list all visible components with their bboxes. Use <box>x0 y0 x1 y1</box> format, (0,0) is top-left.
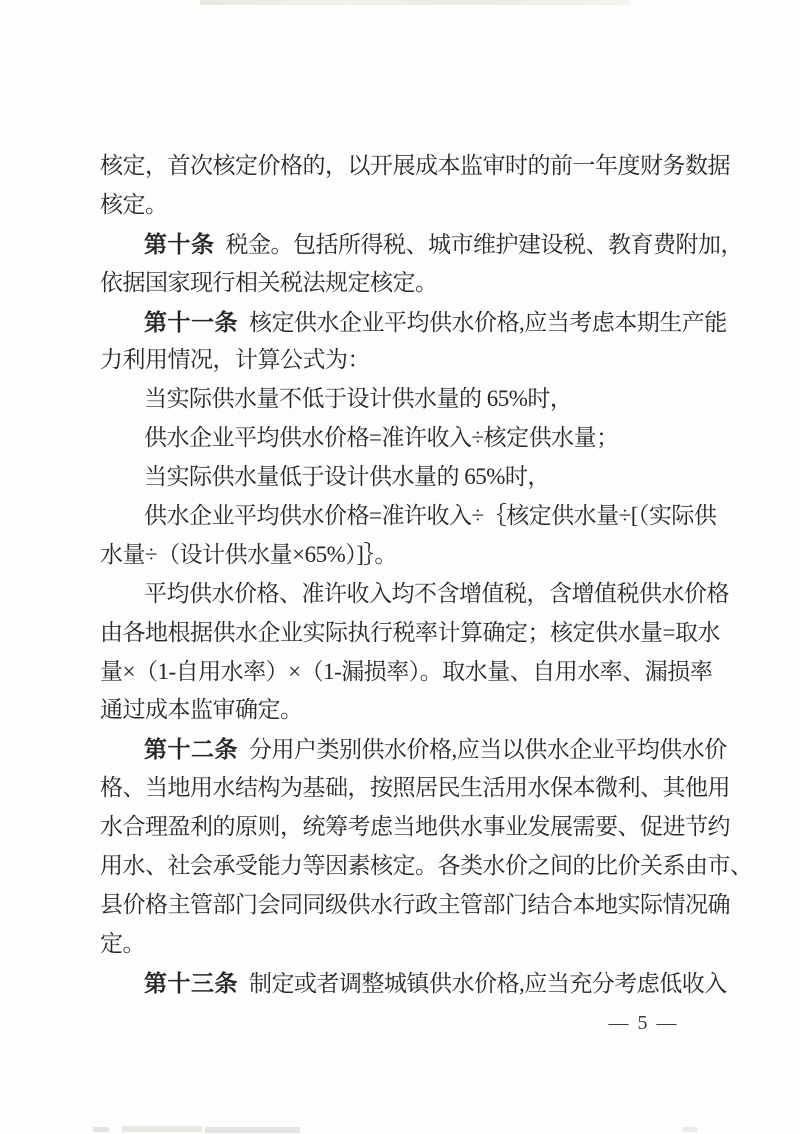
text-line <box>100 691 740 730</box>
text-line <box>100 147 740 186</box>
text-run: 县价格主管部门会同同级供水行政主管部门结合本地实际情况确 <box>100 891 730 917</box>
text-line <box>100 225 743 264</box>
text-run: 分用户类别供水价格,应当以供水企业平均供水价 <box>249 737 727 763</box>
text-run: 制定或者调整城镇供水价格,应当充分考虑低收入 <box>249 970 727 996</box>
text-run: 水量÷（设计供水量×65%）]｝。 <box>100 541 397 567</box>
text-run: 通过成本监审确定。 <box>100 697 303 723</box>
article-number: 第十条 <box>144 230 215 257</box>
text-line <box>100 847 753 886</box>
text-line <box>100 458 740 497</box>
text-line <box>100 925 740 964</box>
text-line <box>100 536 740 575</box>
text-run: 由各地根据供水企业实际执行税率计算确定；核定供水量=取水 <box>100 619 720 645</box>
scan-artifact-bottom <box>122 1126 202 1132</box>
text-run: 核定，首次核定价格的，以开展成本监审时的前一年度财务数据 <box>100 153 730 178</box>
text-line <box>100 653 740 692</box>
text-run: 用水、社会承受能力等因素核定。各类水价之间的比价关系由市、 <box>100 853 753 879</box>
document-body <box>100 147 753 1003</box>
scan-artifact-bottom <box>683 1127 697 1132</box>
article-number: 第十一条 <box>144 308 238 335</box>
text-run: 力利用情况，计算公式为： <box>100 347 370 373</box>
text-line <box>100 575 740 614</box>
text-run: 水合理盈利的原则，统筹考虑当地供水事业发展需要、促进节约 <box>100 814 730 840</box>
text-run: 量×（1-自用水率）×（1-漏损率）。取水量、自用水率、漏损率 <box>100 658 713 684</box>
text-run: 供水企业平均供水价格=准许收入÷｛核定供水量÷[（实际供 <box>144 503 717 529</box>
text-run: 核定。 <box>100 191 168 217</box>
scan-artifact-bottom <box>205 1127 300 1133</box>
text-run: 格、当地用水结构为基础，按照居民生活用水保本微利、其他用 <box>100 775 730 801</box>
text-line <box>100 769 740 808</box>
text-line <box>100 341 740 380</box>
scan-artifact-top <box>200 0 630 5</box>
article-number: 第十二条 <box>144 736 238 763</box>
text-line <box>100 886 740 925</box>
text-run: 税金。包括所得税、城市维护建设税、教育费附加， <box>225 231 743 257</box>
text-run: 依据国家现行相关税法规定核定。 <box>100 269 438 295</box>
page-number: — 5 — <box>608 1012 679 1034</box>
text-run: 当实际供水量低于设计供水量的 65%时， <box>144 464 550 490</box>
text-line <box>100 614 740 653</box>
text-line <box>100 964 740 1003</box>
text-line <box>100 303 740 342</box>
text-line <box>100 380 740 419</box>
text-run: 当实际供水量不低于设计供水量的 65%时， <box>144 386 573 412</box>
text-run: 核定供水企业平均供水价格,应当考虑本期生产能 <box>249 309 727 335</box>
scan-artifact-bottom <box>93 1127 109 1132</box>
text-line <box>100 808 740 847</box>
text-line <box>100 730 740 769</box>
text-run: 供水企业平均供水价格=准许收入÷核定供水量； <box>144 425 619 451</box>
text-run: 定。 <box>100 930 145 956</box>
text-run: 平均供水价格、准许收入均不含增值税，含增值税供水价格 <box>144 580 729 606</box>
text-line <box>100 497 740 536</box>
text-line <box>100 419 740 458</box>
article-number: 第十三条 <box>144 969 238 996</box>
text-line <box>100 264 740 303</box>
text-line <box>100 186 740 225</box>
